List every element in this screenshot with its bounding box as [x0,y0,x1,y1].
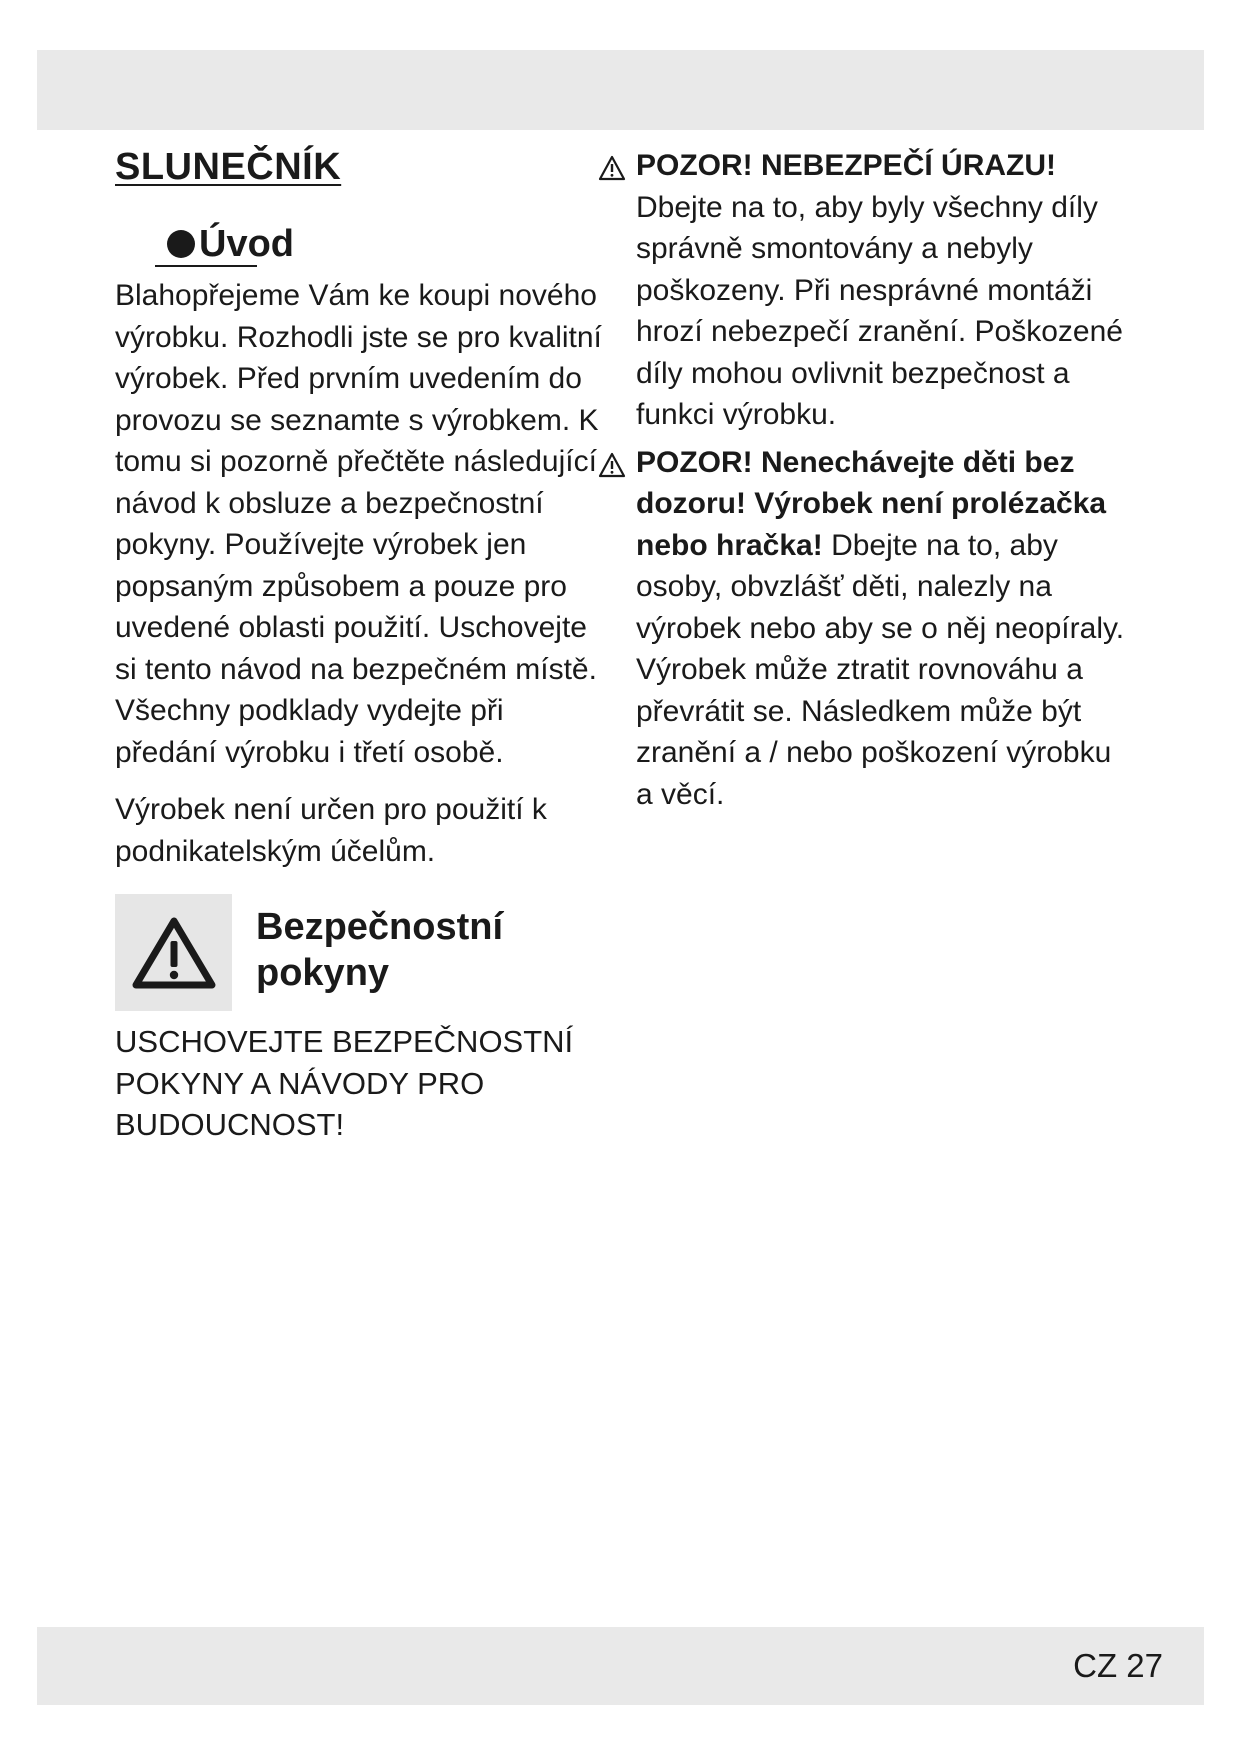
page-number: CZ 27 [1073,1647,1163,1684]
warning-paragraph-2 [636,442,1136,816]
warning-1-bold: POZOR! NEBEZPEČÍ ÚRAZU! [636,149,1056,182]
warning-paragraph-1 [636,145,1136,436]
intro-heading-underline [155,265,257,267]
warning-2-bold: POZOR! Nenechávejte děti bez dozoru! Výrobek není prolézačka nebo hračka! [636,445,1107,562]
main-title: SLUNEČNÍK [115,146,342,188]
keep-instructions-text: USCHOVEJTE BEZPEČNOSTNÍ POKYNY A NÁVODY PRO BUDOUCNOST! [115,1024,574,1142]
intro-heading [115,221,605,267]
safety-heading-line1: Bezpečnostní [256,906,504,948]
bullet-dot-icon [167,230,195,258]
safety-heading [256,904,503,996]
right-column [636,145,1136,821]
warning-triangle-icon [598,155,626,181]
warning-triangle-icon [598,452,626,478]
warning-1-text: Dbejte na to, aby byly všechny díly správně smontovány a nebyly poškozeny. Při nesprávné montáži hrozí nebezpečí zranění. Poškozené díly mohou ovlivnit bezpečnost a funkci výrobku. [636,190,1123,431]
left-column [115,145,605,1177]
top-bar [37,50,1204,130]
intro-heading-text: Úvod [199,223,294,265]
safety-heading-block [115,894,605,1011]
bottom-bar [37,1627,1204,1705]
safety-heading-line2: pokyny [256,952,390,994]
business-paragraph: Výrobek není určen pro použití k podnikatelským účelům. [115,793,547,868]
warning-box [115,894,232,1011]
warning-triangle-icon [131,916,217,990]
intro-paragraph: Blahopřejeme Vám ke koupi nového výrobku. Rozhodli jste se pro kvalitní výrobek. Před prvním uvedením do provozu se seznamte s výrobkem. K tomu si pozorně přečtěte následující návod k obsluze a bezpečnostní pokyny. Používejte výrobek jen popsaným způsobem a pouze pro uvedené oblasti použití. Uschovejte si tento návod na bezpečném místě. Všechny podklady vydejte při předání výrobku i třetí osobě. [115,279,602,769]
warning-2-text: Dbejte na to, aby osoby, obvzlášť děti, nalezly na výrobek nebo aby se o něj neopíraly. Výrobek může ztratit rovnováhu a převrátit se. Následkem může být zranění a / nebo poškození výrobku a věcí. [636,528,1125,811]
